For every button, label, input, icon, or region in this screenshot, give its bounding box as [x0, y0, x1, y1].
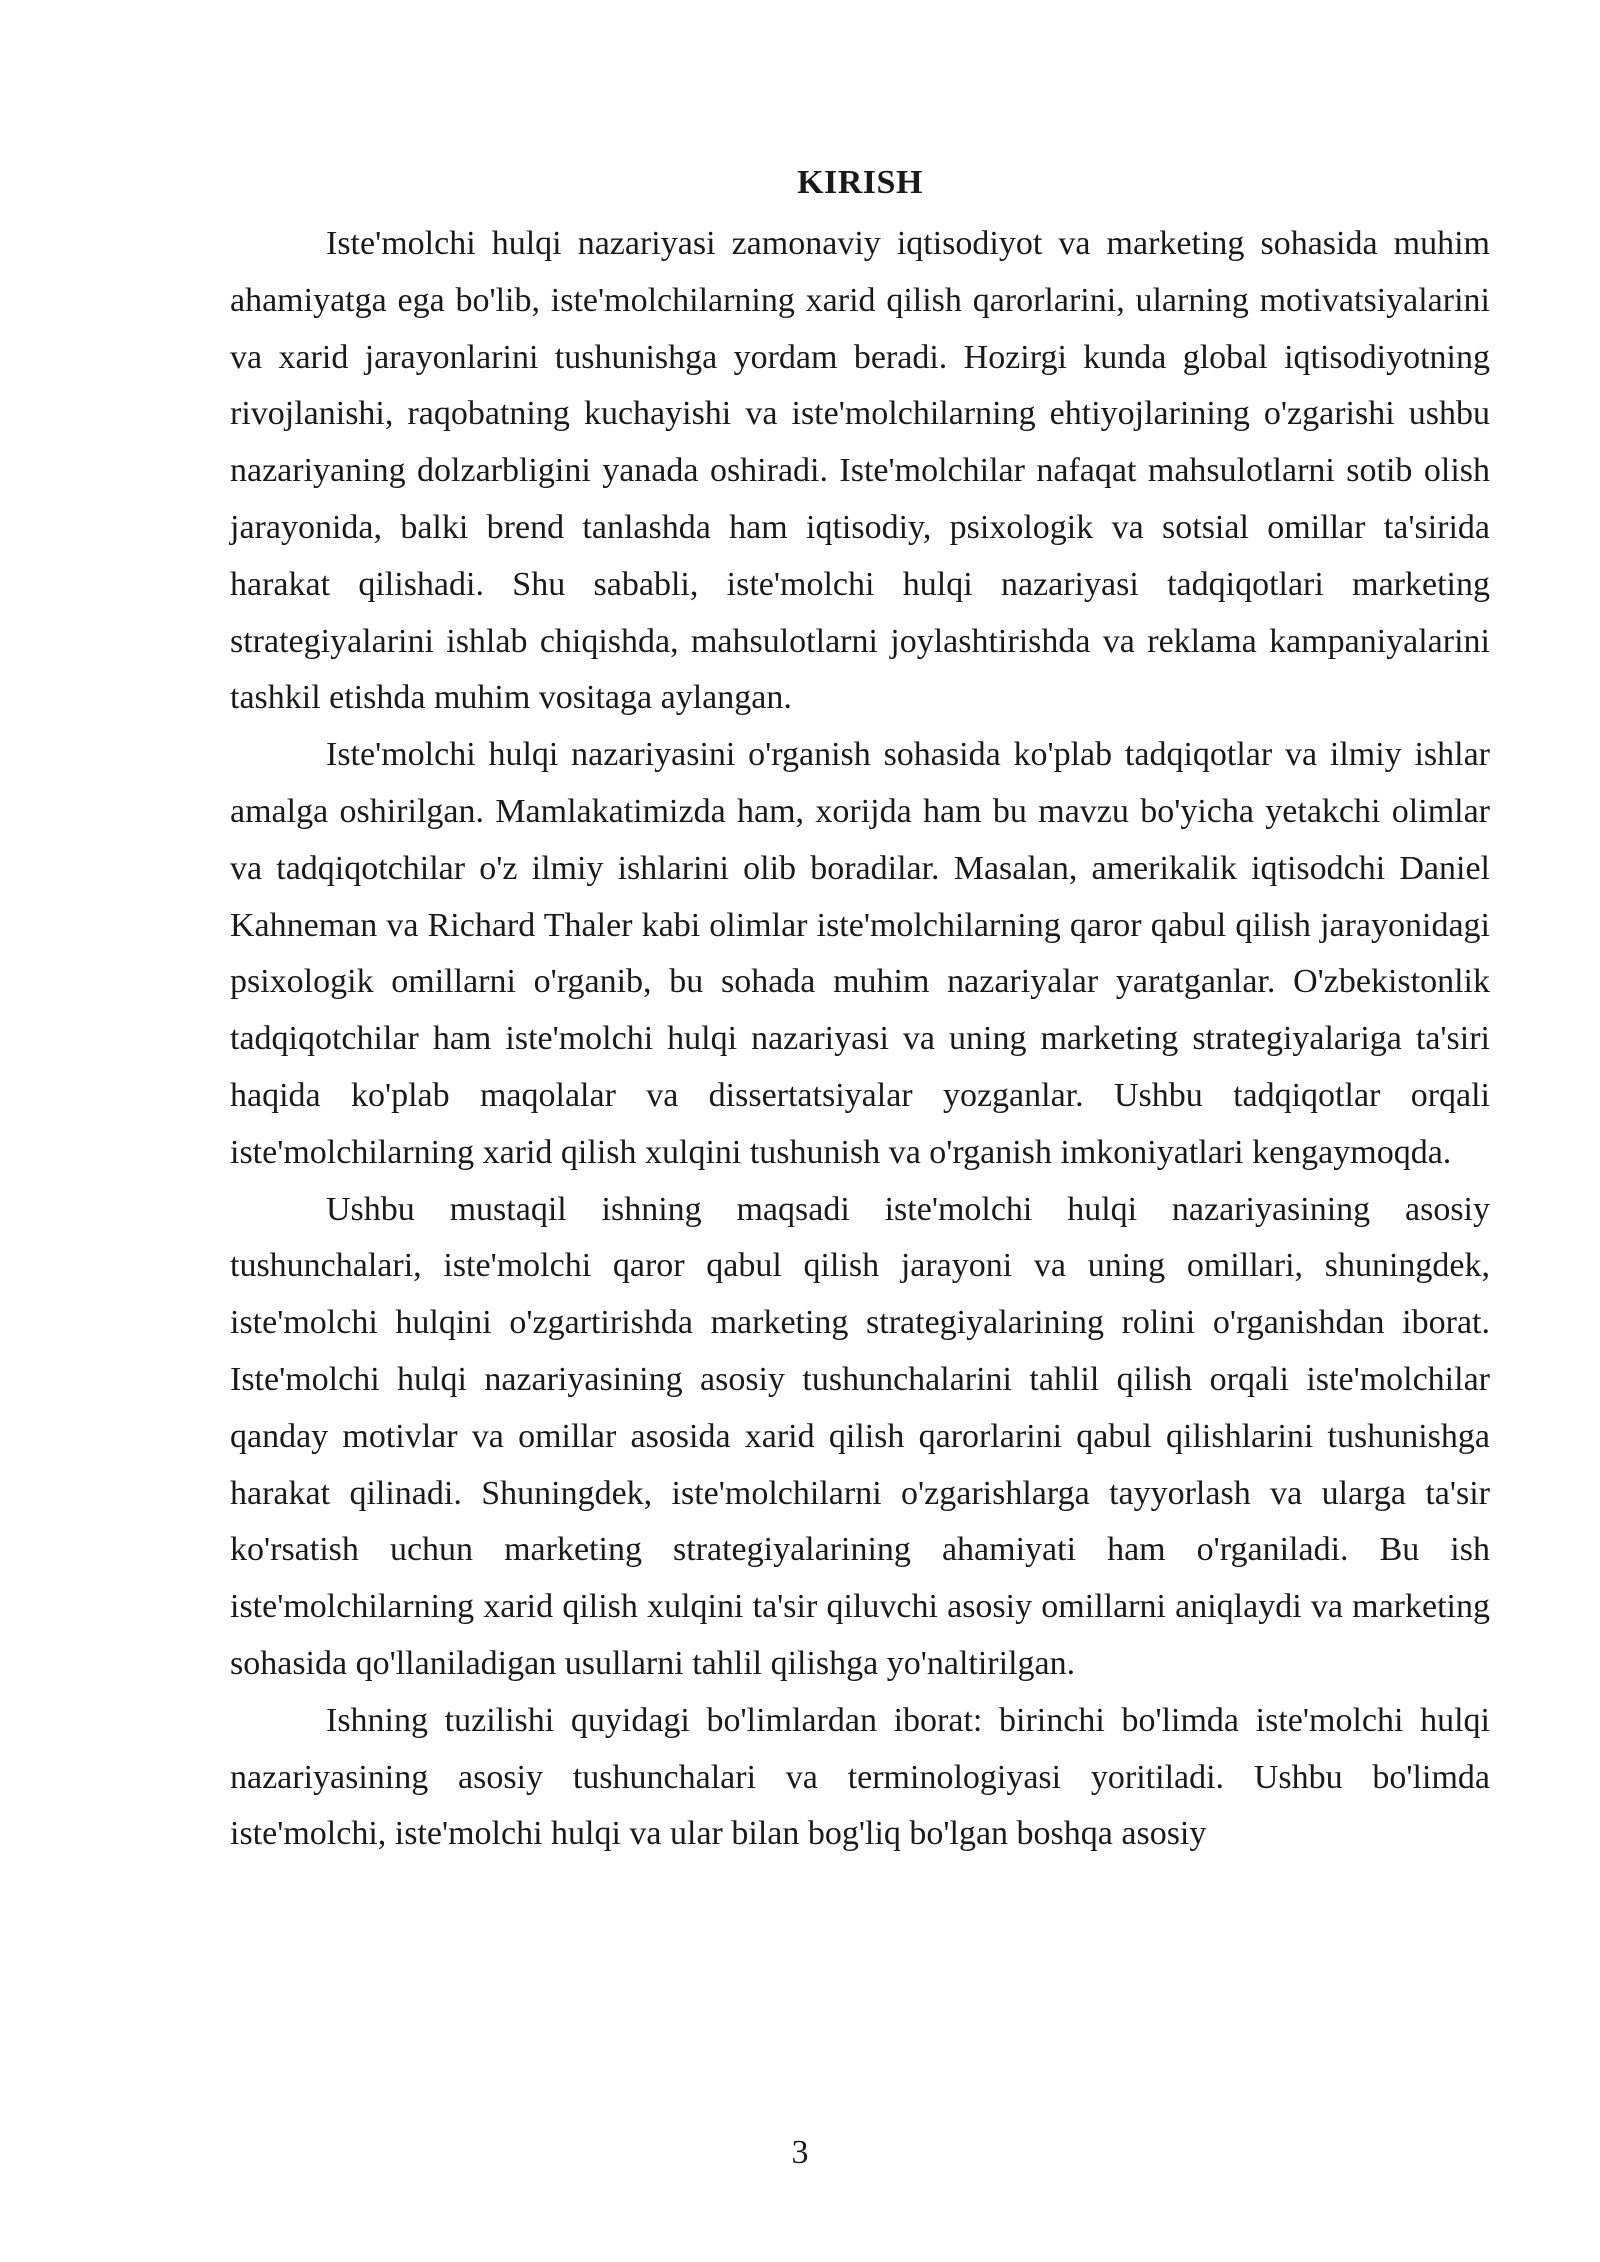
section-title: KIRISH [797, 164, 923, 201]
paragraph-1: Iste'molchi hulqi nazariyasi zamonaviy iqtisodiyot va marketing sohasida muhim ahamiyatga ega bo'lib, iste'molchilarning xarid qilish qarorlarini, ularning motivatsiyalarini va xarid jarayonlarini tushunishga yordam beradi. Hozirgi kunda global iqtisodiyotning rivojlanishi, raqobatning kuchayishi va iste'molchilarning ehtiyojlarining o'zgarishi ushbu nazariyaning dolzarbligini yanada oshiradi. Iste'molchilar nafaqat mahsulotlarni sotib olish jarayonida, balki brend tanlashda ham iqtisodiy, psixologik va sotsial omillar ta'sirida harakat qilishadi. Shu sababli, iste'molchi hulqi nazariyasi tadqiqotlari marketing strategiyalarini ishlab chiqishda, mahsulotlarni joylashtirishda va reklama kampaniyalarini tashkil etishda muhim vositaga aylangan. [230, 225, 1490, 717]
paragraph-4: Ishning tuzilishi quyidagi bo'limlardan iborat: birinchi bo'limda iste'molchi hulqi nazariyasining asosiy tushunchalari va terminologiyasi yoritiladi. Ushbu bo'limda iste'molchi, iste'molchi hulqi va ular bilan bog'liq bo'lgan boshqa asosiy [230, 1701, 1490, 1853]
page-number: 3 [791, 2134, 809, 2171]
paragraph-2: Iste'molchi hulqi nazariyasini o'rganish sohasida ko'plab tadqiqotlar va ilmiy ishlar amalga oshirilgan. Mamlakatimizda ham, xorijda ham bu mavzu bo'yicha yetakchi olimlar va tadqiqotchilar o'z ilmiy ishlarini olib boradilar. Masalan, amerikalik iqtisodchi Daniel Kahneman va Richard Thaler kabi olimlar iste'molchilarning qaror qabul qilish jarayonidagi psixologik omillarni o'rganib, bu sohada muhim nazariyalar yaratganlar. O'zbekistonlik tadqiqotchilar ham iste'molchi hulqi nazariyasi va uning marketing strategiyalariga ta'siri haqida ko'plab maqolalar va dissertatsiyalar yozganlar. Ushbu tadqiqotlar orqali iste'molchilarning xarid qilish xulqini tushunish va o'rganish imkoniyatlari kengaymoqda. [230, 736, 1490, 1171]
page-content [230, 160, 1490, 1863]
paragraph-3: Ushbu mustaqil ishning maqsadi iste'molchi hulqi nazariyasining asosiy tushunchalari, iste'molchi qaror qabul qilish jarayoni va uning omillari, shuningdek, iste'molchi hulqini o'zgartirishda marketing strategiyalarining rolini o'rganishdan iborat. Iste'molchi hulqi nazariyasining asosiy tushunchalarini tahlil qilish orqali iste'molchilar qanday motivlar va omillar asosida xarid qilish qarorlarini qabul qilishlarini tushunishga harakat qilinadi. Shuningdek, iste'molchilarni o'zgarishlarga tayyorlash va ularga ta'sir ko'rsatish uchun marketing strategiyalarining ahamiyati ham o'rganiladi. Bu ish iste'molchilarning xarid qilish xulqini ta'sir qiluvchi asosiy omillarni aniqlaydi va marketing sohasida qo'llaniladigan usullarni tahlil qilishga yo'naltirilgan. [230, 1190, 1490, 1682]
